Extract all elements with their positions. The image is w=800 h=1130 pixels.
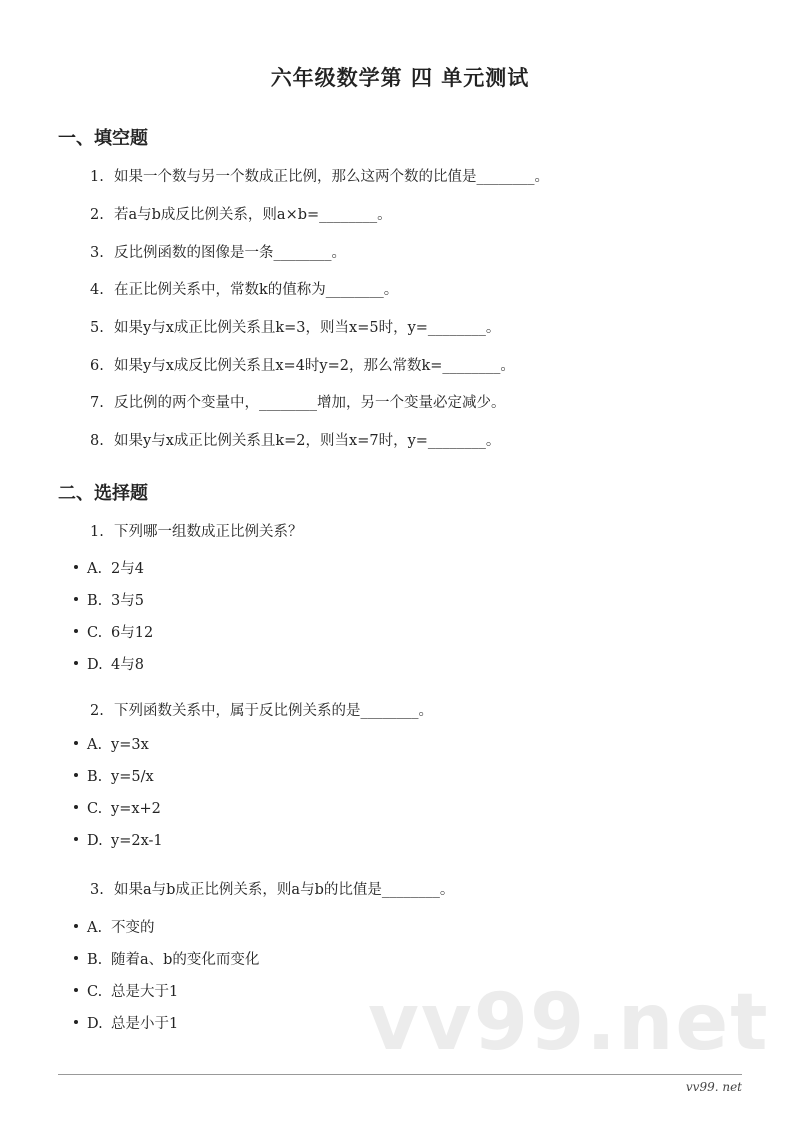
option-letter: D. <box>87 1016 103 1032</box>
bullet-icon <box>74 837 78 841</box>
bullet-icon <box>74 956 78 960</box>
question-number: 3. <box>90 245 104 261</box>
choice-option[interactable] <box>74 769 154 785</box>
fill-question <box>90 316 500 337</box>
bullet-icon <box>74 565 78 569</box>
choice-option[interactable] <box>74 980 178 1001</box>
question-text: 如果y与x成正比例关系且k=2，则当x=7时，y=________。 <box>114 433 501 449</box>
choice-question <box>90 878 454 899</box>
watermark: vv99.net <box>368 978 770 1068</box>
choice-option[interactable] <box>74 916 155 937</box>
question-text: 下列函数关系中，属于反比例关系的是________。 <box>114 703 433 719</box>
bullet-icon <box>74 773 78 777</box>
question-number: 5. <box>90 320 104 336</box>
question-number: 2. <box>90 703 104 719</box>
fill-question <box>90 241 346 262</box>
question-text: 反比例的两个变量中，________增加，另一个变量必定减少。 <box>114 395 506 411</box>
question-number: 4. <box>90 282 104 298</box>
choice-option[interactable] <box>74 737 149 753</box>
bullet-icon <box>74 629 78 633</box>
bullet-icon <box>74 805 78 809</box>
bullet-icon <box>74 741 78 745</box>
option-letter: A. <box>87 920 103 936</box>
section-heading-multiple-choice: 二、选择题 <box>58 483 148 504</box>
fill-question <box>90 165 549 186</box>
option-letter: A. <box>87 737 103 753</box>
choice-question <box>90 699 433 720</box>
question-number: 1. <box>90 524 104 540</box>
question-text: 在正比例关系中，常数k的值称为________。 <box>114 282 399 298</box>
bullet-icon <box>74 597 78 601</box>
fill-question <box>90 278 398 299</box>
footer-site-label: vv99. net <box>685 1080 742 1094</box>
choice-question <box>90 520 303 541</box>
footer-divider <box>58 1074 742 1075</box>
question-text: 如果y与x成正比例关系且k=3，则当x=5时，y=________。 <box>114 320 501 336</box>
option-letter: C. <box>87 625 103 641</box>
option-letter: B. <box>87 952 103 968</box>
question-text: 若a与b成反比例关系，则a×b=________。 <box>114 207 392 223</box>
choice-option[interactable] <box>74 801 161 817</box>
option-letter: C. <box>87 984 103 1000</box>
option-text: 不变的 <box>111 920 155 936</box>
question-text: 如果一个数与另一个数成正比例，那么这两个数的比值是________。 <box>114 169 549 185</box>
choice-option[interactable] <box>74 621 153 642</box>
question-number: 7. <box>90 395 104 411</box>
question-text: 如果y与x成反比例关系且x=4时y=2，那么常数k=________。 <box>114 358 515 374</box>
option-letter: A. <box>87 561 103 577</box>
question-number: 8. <box>90 433 104 449</box>
option-letter: B. <box>87 593 103 609</box>
question-number: 3. <box>90 882 104 898</box>
option-text: 总是小于1 <box>111 1016 179 1032</box>
option-text: y=3x <box>111 737 149 753</box>
option-letter: C. <box>87 801 103 817</box>
option-text: 2与4 <box>111 561 144 577</box>
page-title: 六年级数学第 四 单元测试 <box>270 66 530 90</box>
choice-option[interactable] <box>74 653 144 674</box>
bullet-icon <box>74 661 78 665</box>
option-text: 随着a、b的变化而变化 <box>111 952 260 968</box>
option-text: 总是大于1 <box>111 984 179 1000</box>
question-text: 下列哪一组数成正比例关系？ <box>114 524 303 540</box>
choice-option[interactable] <box>74 948 259 969</box>
option-text: 4与8 <box>111 657 144 673</box>
option-text: y=x+2 <box>111 801 161 817</box>
option-text: y=2x-1 <box>111 833 163 849</box>
fill-question <box>90 354 515 375</box>
question-number: 1. <box>90 169 104 185</box>
question-number: 6. <box>90 358 104 374</box>
fill-question <box>90 391 506 412</box>
option-letter: D. <box>87 657 103 673</box>
fill-question <box>90 203 392 224</box>
option-letter: B. <box>87 769 103 785</box>
bullet-icon <box>74 924 78 928</box>
choice-option[interactable] <box>74 589 144 610</box>
option-text: 3与5 <box>111 593 144 609</box>
choice-option[interactable] <box>74 833 163 849</box>
option-text: y=5/x <box>111 769 154 785</box>
bullet-icon <box>74 1020 78 1024</box>
choice-option[interactable] <box>74 1012 178 1033</box>
choice-option[interactable] <box>74 557 144 578</box>
question-text: 如果a与b成正比例关系，则a与b的比值是________。 <box>114 882 455 898</box>
bullet-icon <box>74 988 78 992</box>
question-number: 2. <box>90 207 104 223</box>
option-letter: D. <box>87 833 103 849</box>
option-text: 6与12 <box>111 625 154 641</box>
section-heading-fill-blank: 一、填空题 <box>58 128 148 149</box>
fill-question <box>90 429 500 450</box>
question-text: 反比例函数的图像是一条________。 <box>114 245 346 261</box>
